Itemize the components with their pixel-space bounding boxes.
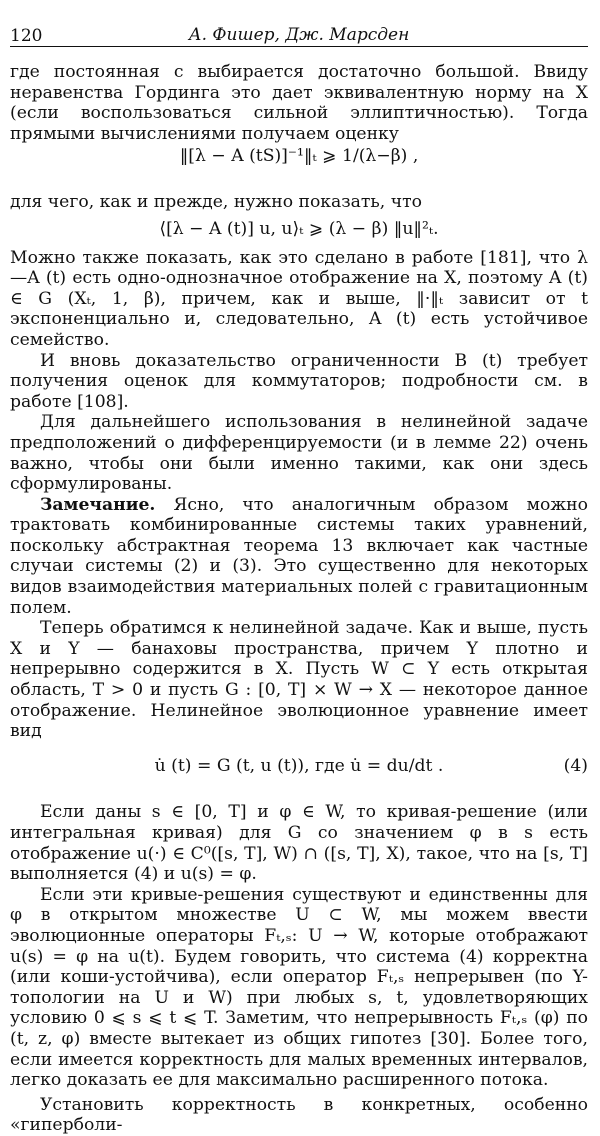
equation-number: (4) [563,755,588,776]
formula-resolvent-estimate: ‖[λ − A (tS)]⁻¹‖ₜ ⩾ 1/(λ−β) , [179,146,419,167]
paragraph-7: Теперь обратимся к нелинейной задаче. Как и выше, пусть X и Y — банаховы пространства, причем Y плотно и непрерывно содержится в X. Пусть W ⊂ Y есть открытая область, T > 0 и пусть G : [0, T] × W → X — некоторое данное отображение. Нелинейное эволюционное уравнение имеет вид [10,618,588,742]
formula-inner-product: ⟨[λ − A (t)] u, u⟩ₜ ⩾ (λ − β) ‖u‖²ₜ. [159,218,439,239]
paragraph-9: Если эти кривые-решения существуют и единственны для φ в открытом множестве U ⊂ W, мы можем ввести эволюционные операторы Fₜ,ₛ: U → W, которые отображают u(s) = φ на u(t). Будем говорить, что система (4) корректна (или коши-устойчива), если оператор Fₜ,ₛ непрерывен (по Y-топологии на U и W) при любых s, t, удовлетворяющих условию 0 ⩽ s ⩽ t ⩽ T. Заметим, что непрерывность Fₜ,ₛ (φ) по (t, z, φ) вместе вытекает из общих гипотез [30]. Более того, если имеется корректность для малых временных интервалов, легко доказать ее для максимально расширенного потока. [10,884,588,1091]
remark-text: Ясно, что аналогичным образом можно трактовать комбинированные системы таких уравнений, поскольку абстрактная теорема 13 включает как частные случаи системы (2) и (3). Это существенно для некоторых видов взаимодействия материальных полей с гравитационным полем. [10,494,588,618]
equation-4: u̇ (t) = G (t, u (t)), где u̇ = du/dt . [154,755,444,776]
page-header [10,22,588,47]
paragraph-4: И вновь доказательство ограниченности B (t) требует получения оценок для коммутаторов; подробности см. в работе [108]. [10,350,588,412]
paragraph-8: Если даны s ∈ [0, T] и φ ∈ W, то кривая-решение (или интегральная кривая) для G со значением φ в s есть отображение u(·) ∈ C⁰([s, T], W) ∩ ([s, T], X), такое, что на [s, T] выполняется (4) и u(s) = φ. [10,802,588,885]
page-body [10,62,588,1136]
page-number: 120 [10,26,43,46]
paragraph-5: Для дальнейшего использования в нелинейной задаче предположений о дифференцируемости (и в лемме 22) очень важно, чтобы они были именно такими, как они здесь сформулированы. [10,412,588,495]
paragraph-2: для чего, как и прежде, нужно показать, что [10,192,422,213]
paragraph-remark [10,495,588,619]
running-title: А. Фишер, Дж. Марсден [188,25,410,45]
paragraph-3: Можно также показать, как это сделано в работе [181], что λ—A (t) есть одно-однозначное отображение на X, поэтому A (t) ∈ G (Xₜ, 1, β), причем, как и выше, ‖·‖ₜ зависит от t экспоненциально и, следовательно, A (t) есть устойчивое семейство. [10,247,588,350]
paragraph-10: Установить корректность в конкретных, особенно «гиперболи- [10,1094,588,1136]
paragraph-1: где постоянная c выбирается достаточно большой. Ввиду неравенства Гординга это дает эквивалентную норму на X (если воспользоваться сильной эллиптичностью). Тогда прямыми вычислениями получаем оценку [10,62,588,144]
formula-evolution-equation [10,756,588,777]
remark-label: Замечание. [40,494,156,515]
